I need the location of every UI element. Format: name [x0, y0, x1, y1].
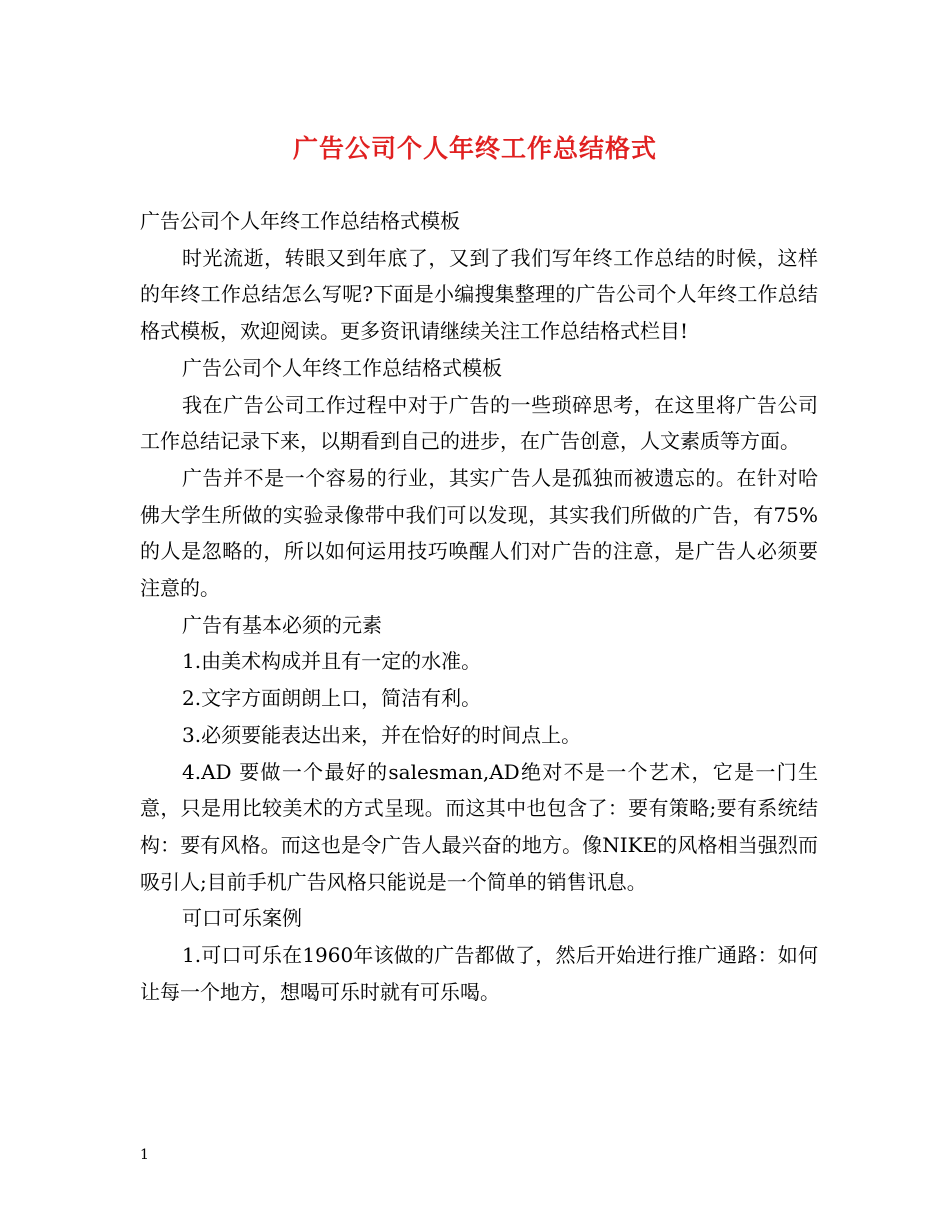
paragraph: 3.必须要能表达出来，并在恰好的时间点上。	[182, 722, 582, 747]
document-body	[140, 203, 818, 1010]
paragraph: 1.可口可乐在1960年该做的广告都做了，然后开始进行推广通路：如何让每一个地方，想喝可乐时就有可乐喝。	[140, 943, 818, 1004]
page-title: 广告公司个人年终工作总结格式	[292, 134, 657, 163]
paragraph: 广告有基本必须的元素	[182, 612, 382, 637]
paragraph: 可口可乐案例	[182, 906, 302, 931]
paragraph: 时光流逝，转眼又到年底了，又到了我们写年终工作总结的时候，这样的年终工作总结怎么写呢?下面是小编搜集整理的广告公司个人年终工作总结格式模板，欢迎阅读。更多资讯请继续关注工作总结格式栏目!	[140, 245, 818, 344]
paragraph: 4.AD 要做一个最好的salesman,AD绝对不是一个艺术，它是一门生意，只是用比较美术的方式呈现。而这其中也包含了：要有策略;要有系统结构：要有风格。而这也是令广告人最兴奋的地方。像NIKE的风格相当强烈而吸引人;目前手机广告风格只能说是一个简单的销售讯息。	[140, 759, 818, 894]
paragraph: 广告公司个人年终工作总结格式模板	[182, 355, 502, 380]
paragraph: 1.由美术构成并且有一定的水准。	[182, 649, 482, 674]
paragraph: 广告公司个人年终工作总结格式模板	[140, 209, 460, 233]
paragraph: 2.文字方面朗朗上口，简洁有利。	[182, 686, 482, 711]
paragraph: 广告并不是一个容易的行业，其实广告人是孤独而被遗忘的。在针对哈佛大学生所做的实验录像带中我们可以发现，其实我们所做的广告，有75%的人是忽略的，所以如何运用技巧唤醒人们对广告的注意，是广告人必须要注意的。	[140, 465, 818, 601]
page-number: 1	[140, 1147, 149, 1163]
paragraph: 我在广告公司工作过程中对于广告的一些琐碎思考，在这里将广告公司工作总结记录下来，以期看到自己的进步，在广告创意，人文素质等方面。	[140, 392, 818, 454]
